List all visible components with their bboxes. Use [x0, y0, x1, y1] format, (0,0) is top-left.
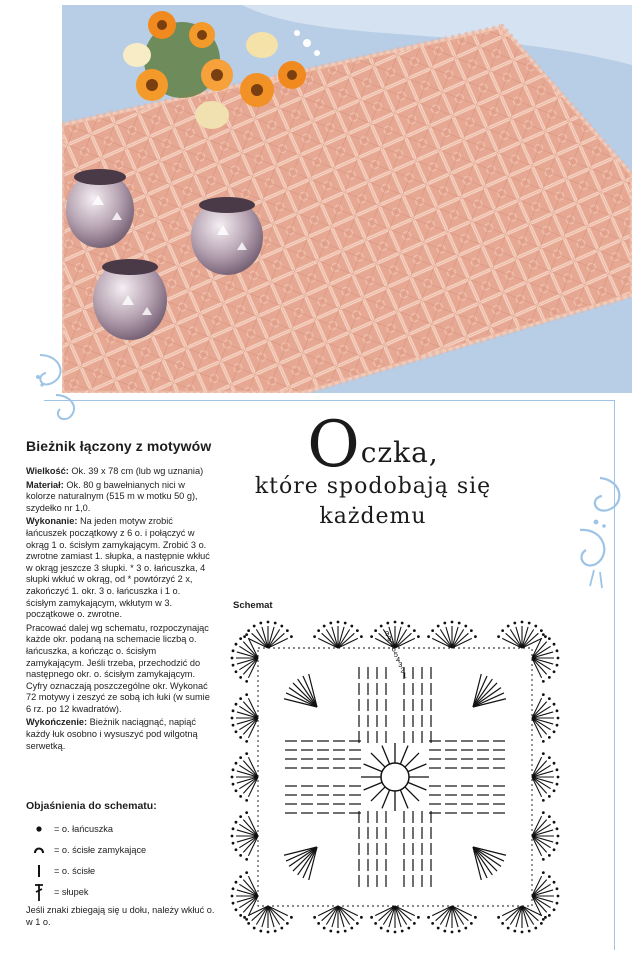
chain-dot — [317, 922, 320, 925]
chain-dot — [290, 635, 293, 638]
center-stitch — [371, 753, 385, 767]
chain-dot — [245, 752, 248, 755]
slip-stitch-arc-icon — [30, 845, 48, 855]
chain-dot — [548, 697, 551, 700]
center-stitch — [408, 782, 426, 790]
chain-dot — [329, 930, 332, 933]
chain-dot — [513, 930, 516, 933]
chain-dot — [360, 916, 363, 919]
headline — [238, 408, 508, 532]
legend-item-text: = słupek — [54, 886, 89, 897]
chain-dot — [267, 931, 270, 934]
chain-dot — [557, 895, 560, 898]
chain-dot — [534, 625, 537, 628]
chain-dot — [350, 625, 353, 628]
chain-dot — [245, 633, 248, 636]
chain-dot — [431, 629, 434, 632]
center-stitch — [382, 790, 390, 808]
center-stitch — [364, 782, 382, 790]
center-ring — [381, 763, 409, 791]
chain-dot — [329, 622, 332, 625]
chain-dot — [458, 622, 461, 625]
chain-dot — [235, 848, 238, 851]
making-label: Wykonanie: — [26, 516, 78, 527]
chain-dot — [231, 895, 234, 898]
round-number: 4 — [396, 655, 401, 664]
chain-dot — [235, 821, 238, 824]
chain-dot — [431, 922, 434, 925]
chain-dot — [507, 625, 510, 628]
chain-dot — [394, 931, 397, 934]
chain-dot — [464, 625, 467, 628]
material-text: Ok. 80 g bawełnianych nici w kolorze naturalnym (515 m w motku 50 g), szydełko nr 1,0. — [26, 479, 198, 513]
chain-dot-icon — [30, 824, 48, 834]
round-number: 1 — [402, 670, 407, 680]
chain-dot — [344, 622, 347, 625]
chain-dot — [553, 762, 556, 765]
chain-dot — [239, 914, 242, 917]
chain-dot — [417, 916, 420, 919]
chain-dot — [540, 922, 543, 925]
chain-dot — [274, 622, 277, 625]
chain-dot — [386, 930, 389, 933]
chain-dot — [470, 629, 473, 632]
center-stitch — [382, 746, 390, 764]
chain-dot — [259, 930, 262, 933]
chain-dot — [235, 703, 238, 706]
chain-dot — [544, 916, 547, 919]
chain-dot — [534, 927, 537, 930]
chain-dot — [235, 670, 238, 673]
chain-dot — [458, 930, 461, 933]
chain-dot — [548, 854, 551, 857]
chain-dot — [413, 629, 416, 632]
chain-dot — [386, 622, 389, 625]
chain-dot — [374, 922, 377, 925]
chain-dot — [370, 916, 373, 919]
chain-dot — [553, 703, 556, 706]
chain-dot — [247, 922, 250, 925]
legend-item-text: = o. ścisłe — [54, 865, 96, 876]
single-crochet-bar-icon — [30, 864, 48, 878]
size-label: Wielkość: — [26, 466, 69, 476]
legend-item — [30, 881, 230, 902]
chain-dot — [437, 927, 440, 930]
chain-dot — [239, 637, 242, 640]
chain-dot — [245, 680, 248, 683]
chain-dot — [553, 789, 556, 792]
chain-dot — [356, 922, 359, 925]
chain-dot — [290, 916, 293, 919]
center-stitch — [405, 787, 419, 801]
chain-dot — [556, 649, 559, 652]
chain-dot — [356, 629, 359, 632]
chain-dot — [443, 930, 446, 933]
legend-item — [30, 839, 230, 860]
chain-dot — [232, 724, 235, 727]
chain-dot — [232, 783, 235, 786]
chain-dot — [443, 622, 446, 625]
legend — [30, 818, 230, 902]
chain-dot — [374, 629, 377, 632]
chain-dot — [548, 736, 551, 739]
round-number: 9 — [385, 629, 390, 638]
chain-dot — [548, 637, 551, 640]
chain-dot — [528, 622, 531, 625]
chain-dot — [542, 752, 545, 755]
center-stitch — [405, 753, 419, 767]
chain-dot — [556, 783, 559, 786]
chain-dot — [553, 908, 556, 911]
chain-dot — [542, 811, 545, 814]
chain-dot — [553, 643, 556, 646]
chain-dot — [239, 676, 242, 679]
chain-dot — [245, 693, 248, 696]
chain-dot — [521, 931, 524, 934]
chain-dot — [245, 918, 248, 921]
chain-dot — [286, 922, 289, 925]
size-text: Ok. 39 x 78 cm (lub wg uznania) — [71, 466, 204, 476]
chain-dot — [548, 756, 551, 759]
chain-dot — [232, 649, 235, 652]
chain-dot — [556, 664, 559, 667]
article-title: Bieżnik łączony z motywów — [26, 438, 212, 454]
chain-dot — [243, 635, 246, 638]
chain-dot — [528, 930, 531, 933]
chain-dot — [245, 871, 248, 874]
legend-footnote: Jeśli znaki zbiegają się u dołu, należy wkłuć o. w 1 o. — [26, 905, 215, 927]
chain-dot — [548, 815, 551, 818]
diagram-label: Schemat — [233, 600, 273, 611]
legend-title: Objaśnienia do schematu: — [26, 800, 157, 812]
chain-dot — [232, 842, 235, 845]
chain-dot — [557, 835, 560, 838]
center-stitch — [371, 787, 385, 801]
chain-dot — [232, 887, 235, 890]
chain-dot — [556, 827, 559, 830]
chain-dot — [407, 927, 410, 930]
material-paragraph — [26, 480, 211, 515]
round-number: 5 — [393, 649, 398, 659]
chain-dot — [253, 927, 256, 930]
chain-dot — [557, 717, 560, 720]
material-label: Materiał: — [26, 479, 64, 490]
chain-dot — [451, 621, 454, 624]
chain-dot — [267, 621, 270, 624]
chain-dot — [557, 776, 560, 779]
headline-line-1 — [238, 408, 508, 482]
chain-dot — [245, 740, 248, 743]
chain-dot — [437, 625, 440, 628]
chain-dot — [344, 930, 347, 933]
chain-dot — [370, 635, 373, 638]
chain-dot — [544, 635, 547, 638]
double-crochet-icon — [30, 882, 48, 902]
chain-dot — [521, 621, 524, 624]
chain-dot — [427, 635, 430, 638]
legend-item — [30, 818, 230, 839]
chain-dot — [253, 625, 256, 628]
legend-item-text: = o. ścisłe zamykające — [54, 844, 147, 855]
chain-dot — [548, 795, 551, 798]
chain-dot — [232, 902, 235, 905]
runner-photo-illustration — [62, 5, 632, 393]
chain-dot — [245, 858, 248, 861]
round-number: 8 — [387, 634, 392, 644]
chain-dot — [553, 821, 556, 824]
chain-dot — [239, 815, 242, 818]
chain-dot — [235, 643, 238, 646]
chain-dot — [239, 854, 242, 857]
chain-dot — [474, 916, 477, 919]
center-stitch — [408, 764, 426, 772]
making-paragraph — [26, 516, 211, 620]
finishing-paragraph — [26, 717, 211, 752]
chain-dot — [542, 693, 545, 696]
chain-dot — [542, 680, 545, 683]
chain-dot — [470, 922, 473, 925]
chain-dot — [239, 697, 242, 700]
chain-dot — [542, 633, 545, 636]
chain-dot — [556, 724, 559, 727]
round-number: 3 — [398, 660, 403, 670]
chain-dot — [542, 918, 545, 921]
chain-dot — [235, 908, 238, 911]
chain-dot — [323, 927, 326, 930]
chain-dot — [239, 795, 242, 798]
chain-dot — [231, 717, 234, 720]
chain-dot — [394, 621, 397, 624]
chain-dot — [553, 670, 556, 673]
chain-dot — [497, 916, 500, 919]
chain-dot — [245, 811, 248, 814]
article-body — [26, 466, 211, 754]
chain-dot — [380, 927, 383, 930]
chain-dot — [540, 629, 543, 632]
chain-dot — [280, 625, 283, 628]
swirl-ornament-right — [560, 470, 630, 590]
chain-dot — [239, 756, 242, 759]
center-stitch — [400, 790, 408, 808]
chain-dot — [553, 848, 556, 851]
chain-dot — [497, 635, 500, 638]
chain-dot — [231, 835, 234, 838]
chain-dot — [259, 622, 262, 625]
chain-dot — [280, 927, 283, 930]
runner-photo — [62, 5, 632, 393]
round-number: 7 — [389, 639, 394, 649]
chain-dot — [542, 871, 545, 874]
chain-dot — [553, 730, 556, 733]
headline-line-1-rest: czka, — [360, 436, 439, 469]
round-number: 2 — [400, 665, 405, 675]
chain-dot — [337, 931, 340, 934]
round-number: 6 — [391, 644, 396, 654]
chain-dot — [337, 621, 340, 624]
headline-line-3: każdemu — [319, 504, 427, 529]
chain-dot — [413, 922, 416, 925]
chain-dot — [401, 622, 404, 625]
chain-dot — [513, 622, 516, 625]
chain-dot — [556, 902, 559, 905]
chain-dot — [239, 736, 242, 739]
chain-dot — [350, 927, 353, 930]
chain-dot — [245, 799, 248, 802]
chain-dot — [556, 842, 559, 845]
chain-dot — [231, 657, 234, 660]
chain-dot — [323, 625, 326, 628]
chain-dot — [247, 629, 250, 632]
frame-divider — [44, 400, 614, 401]
chain-dot — [401, 930, 404, 933]
chain-dot — [548, 914, 551, 917]
chain-dot — [232, 827, 235, 830]
chain-dot — [464, 927, 467, 930]
crochet-diagram — [228, 618, 562, 936]
chain-dot — [313, 635, 316, 638]
headline-line-2: które spodobają się — [254, 474, 492, 499]
chain-dot — [317, 629, 320, 632]
chain-dot — [474, 635, 477, 638]
making-text: Na jeden motyw zrobić łańcuszek początkowy z 6 o. i połączyć w okrąg 1 o. ścisłym zamykającym. Zrobić 3 o. zwrotne zamiast 1. słupka, a następnie wkłuć w okrąg jeszcze 3 słupki. * 3 o. łańcuszka, 4 słupki wkłuć w okrąg, od * powtórzyć 2 x, zakończyć 1. okr. 3 o. łańcuszka i 1 o. ścisłym zamykającym, wkłutym w 3. początkowe o. zwrotne. — [26, 516, 210, 620]
swirl-ornament-left — [30, 345, 86, 425]
chain-dot — [360, 635, 363, 638]
chain-dot — [235, 789, 238, 792]
finishing-label: Wykończenie: — [26, 717, 88, 728]
chain-dot — [243, 916, 246, 919]
chain-dot — [235, 762, 238, 765]
chain-dot — [542, 858, 545, 861]
chain-dot — [417, 635, 420, 638]
chain-dot — [507, 927, 510, 930]
chain-dot — [286, 629, 289, 632]
chain-dot — [556, 768, 559, 771]
chain-dot — [501, 922, 504, 925]
chain-dot — [313, 916, 316, 919]
chain-dot — [542, 740, 545, 743]
chain-dot — [548, 875, 551, 878]
chain-dot — [553, 881, 556, 884]
chain-dot — [235, 881, 238, 884]
size-paragraph — [26, 466, 211, 478]
legend-item-text: = o. łańcuszka — [54, 823, 113, 834]
chain-dot — [548, 676, 551, 679]
making-paragraph-2: Pracować dalej wg schematu, rozpoczynając każde okr. podaną na schemacie liczbą o. łańcuszka, a kończąc o. ścisłym zamykającym. Jeśli trzeba, przechodzić do następnego okr. o. ścisłym zamykającym. Cyfry oznaczają poszczególne okr. Wykonać 72 motywy i zeszyć ze sobą ich łuki (w sumie 6 rz. po 12 kwadratów). — [26, 622, 210, 714]
chain-dot — [542, 799, 545, 802]
chain-dot — [451, 931, 454, 934]
chain-dot — [274, 930, 277, 933]
chain-dot — [235, 730, 238, 733]
chain-dot — [556, 887, 559, 890]
center-stitch — [400, 746, 408, 764]
border-chain-outline — [258, 648, 532, 906]
chain-dot — [232, 664, 235, 667]
chain-dot — [232, 709, 235, 712]
chain-dot — [231, 776, 234, 779]
finishing-text: Bieżnik naciągnąć, napiąć każdy łuk osobno i wysuszyć pod wilgotną serwetką. — [26, 717, 198, 751]
chain-dot — [557, 657, 560, 660]
center-stitch — [364, 764, 382, 772]
chain-dot — [380, 625, 383, 628]
chain-dot — [556, 709, 559, 712]
chain-dot — [232, 768, 235, 771]
chain-dot — [501, 629, 504, 632]
headline-initial: O — [307, 408, 361, 482]
legend-item — [30, 860, 230, 881]
chain-dot — [427, 916, 430, 919]
chain-dot — [239, 875, 242, 878]
chain-dot — [407, 625, 410, 628]
crochet-diagram-svg — [228, 618, 562, 936]
